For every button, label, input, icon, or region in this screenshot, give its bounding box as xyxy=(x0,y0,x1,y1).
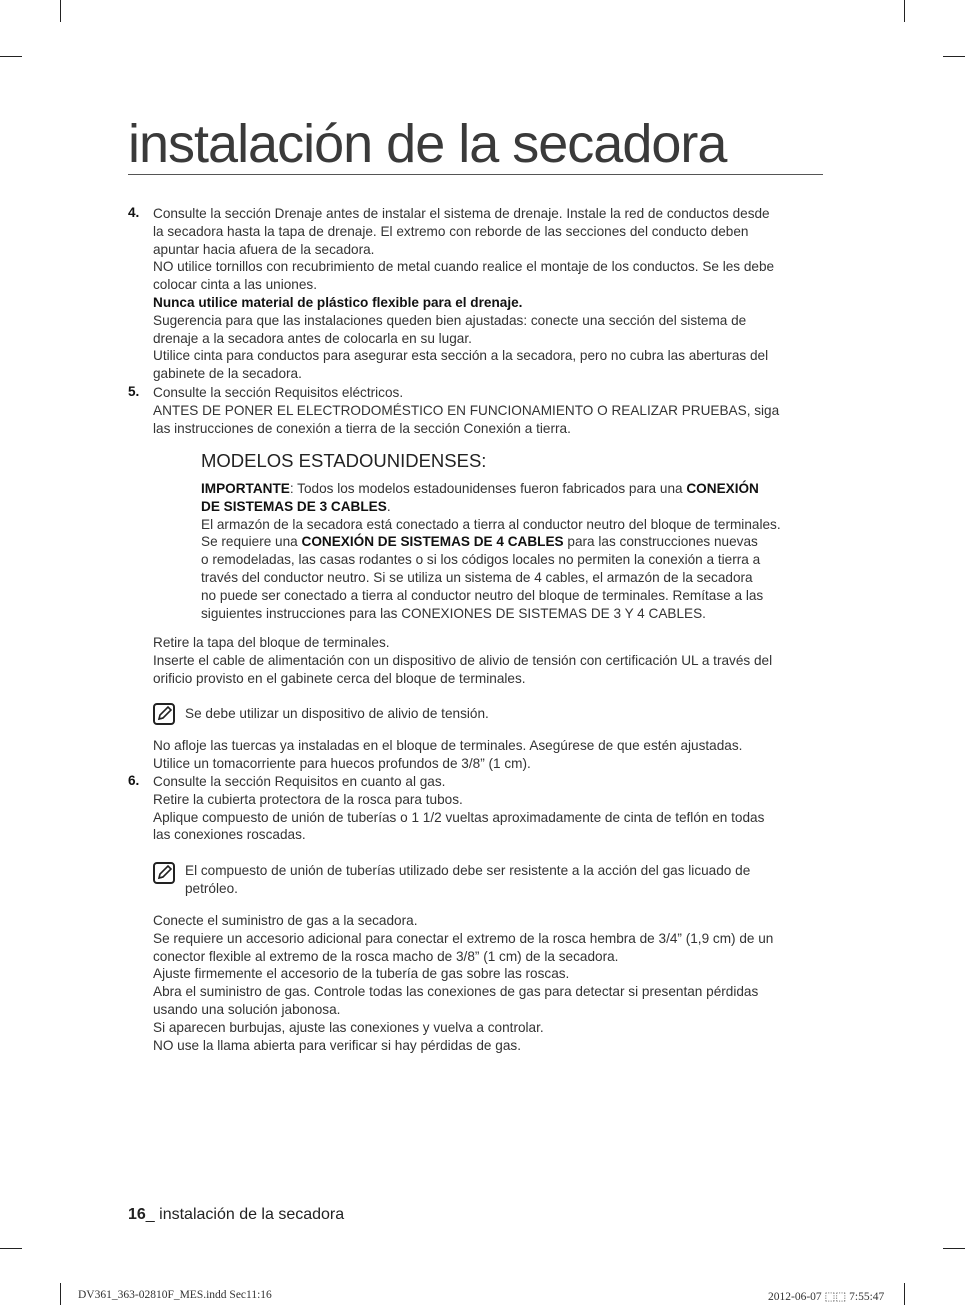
text-line: Consulte la sección Drenaje antes de instalar el sistema de drenaje. Instale la red de conductos desde xyxy=(153,206,770,221)
step4-text xyxy=(153,205,774,383)
step6-text xyxy=(153,773,764,844)
text-line: NO utilice tornillos con recubrimiento de metal cuando realice el montaje de los conductos. Se les debe xyxy=(153,259,775,275)
text-line: El armazón de la secadora está conectado a tierra al conductor neutro del bloque de terminales. xyxy=(201,516,781,532)
text-line: Consulte la sección Requisitos en cuanto al gas. xyxy=(153,774,446,789)
text-line: Inserte el cable de alimentación con un dispositivo de alivio de tensión con certificación UL a través del xyxy=(153,652,773,668)
text-line: colocar cinta a las uniones. xyxy=(153,277,317,293)
text-line: las conexiones roscadas. xyxy=(153,827,306,843)
text-line: usando una solución jabonosa. xyxy=(153,1001,341,1017)
section-heading: MODELOS ESTADOUNIDENSES: xyxy=(201,450,487,471)
text-line: Utilice cinta para conductos para asegurar esta sección a la secadora, pero no cubra las aberturas del xyxy=(153,348,769,364)
crop-mark xyxy=(60,1283,61,1305)
text-line: través del conductor neutro. Si se utiliza un sistema de 4 cables, el armazón de la secadora xyxy=(201,569,753,585)
page-title: instalación de la secadora xyxy=(128,120,823,175)
text-line: Se requiere una CONEXIÓN DE SISTEMAS DE 4 CABLES para las construcciones nuevas xyxy=(201,534,758,550)
text-line: No afloje las tuercas ya instaladas en el bloque de terminales. Asegúrese de que estén ajustadas. xyxy=(153,738,743,753)
crop-mark xyxy=(0,56,22,57)
terminal-block-text xyxy=(153,634,772,687)
crop-mark xyxy=(0,1248,22,1249)
tuercas-text xyxy=(153,737,742,773)
text-line: conector flexible al extremo de la rosca macho de 3/8” (1 cm) de la secadora. xyxy=(153,948,619,964)
step-number: 4. xyxy=(128,205,140,220)
text-line: apuntar hacia afuera de la secadora. xyxy=(153,241,375,257)
text-line: Utilice un tomacorriente para huecos profundos de 3/8” (1 cm). xyxy=(153,755,531,771)
text-line: Retire la tapa del bloque de terminales. xyxy=(153,635,390,650)
text-line: o remodeladas, las casas rodantes o si los códigos locales no permiten la conexión a tierra a xyxy=(201,552,761,568)
text-line: siguientes instrucciones para las CONEXIONES DE SISTEMAS DE 3 Y 4 CABLES. xyxy=(201,605,706,621)
note-text: Se debe utilizar un dispositivo de alivio de tensión. xyxy=(185,706,489,721)
text-line: Conecte el suministro de gas a la secadora. xyxy=(153,913,418,928)
crop-mark xyxy=(904,0,905,22)
text-line: Abra el suministro de gas. Controle todas las conexiones de gas para detectar si presentan pérdidas xyxy=(153,984,759,1000)
text-line: ANTES DE PONER EL ELECTRODOMÉSTICO EN FUNCIONAMIENTO O REALIZAR PRUEBAS, siga xyxy=(153,402,780,418)
text-line: Si aparecen burbujas, ajuste las conexiones y vuelva a controlar. xyxy=(153,1019,544,1035)
text-line: petróleo. xyxy=(185,880,238,896)
text-line: Consulte la sección Requisitos eléctricos. xyxy=(153,385,404,400)
step5-text xyxy=(153,384,779,437)
footer-section: _ instalación de la secadora xyxy=(145,1206,345,1223)
step-number: 6. xyxy=(128,773,140,788)
us-models-text xyxy=(201,480,781,622)
step-number: 5. xyxy=(128,384,140,399)
print-slug-file: DV361_363-02810F_MES.indd Sec11:16 xyxy=(78,1289,272,1301)
crop-mark xyxy=(904,1283,905,1305)
note-pencil-icon xyxy=(153,862,175,884)
text-line: drenaje a la secadora antes de colocarla en su lugar. xyxy=(153,330,472,346)
crop-mark xyxy=(943,1248,965,1249)
text-line: gabinete de la secadora. xyxy=(153,366,302,382)
text-line: orificio provisto en el gabinete cerca del bloque de terminales. xyxy=(153,670,526,686)
text-line: la secadora hasta la tapa de drenaje. El extremo con reborde de las secciones del conducto deben xyxy=(153,223,749,239)
important-line: IMPORTANTE: Todos los modelos estadounidenses fueron fabricados para una CONEXIÓN xyxy=(201,481,759,496)
warning-line: Nunca utilice material de plástico flexible para el drenaje. xyxy=(153,294,523,310)
text-line: Sugerencia para que las instalaciones queden bien ajustadas: conecte una sección del sistema de xyxy=(153,312,747,328)
page-number: 16 xyxy=(128,1206,146,1223)
text-line: Se requiere un accesorio adicional para conectar el extremo de la rosca hembra de 3/4” (1,9 cm) de un xyxy=(153,930,774,946)
text-line: NO use la llama abierta para verificar si hay pérdidas de gas. xyxy=(153,1037,521,1053)
text-line: El compuesto de unión de tuberías utilizado debe ser resistente a la acción del gas licuado de xyxy=(185,863,751,878)
text-line: Aplique compuesto de unión de tuberías o 1 1/2 vueltas aproximadamente de cinta de teflón en todas xyxy=(153,809,765,825)
note-pencil-icon xyxy=(153,703,175,725)
page-footer xyxy=(128,1206,344,1224)
crop-mark xyxy=(60,0,61,22)
text-line: las instrucciones de conexión a tierra de la sección Conexión a tierra. xyxy=(153,420,571,436)
note-text xyxy=(185,862,750,898)
text-line: Retire la cubierta protectora de la rosca para tubos. xyxy=(153,791,463,807)
crop-mark xyxy=(943,56,965,57)
print-slug-date: 2012-06-07 ⬚⬚ 7:55:47 xyxy=(768,1291,885,1303)
gas-connection-text xyxy=(153,912,773,1054)
important-line-2: DE SISTEMAS DE 3 CABLES. xyxy=(201,498,391,514)
text-line: Ajuste firmemente el accesorio de la tubería de gas sobre las roscas. xyxy=(153,966,570,982)
text-line: no puede ser conectado a tierra al conductor neutro del bloque de terminales. Remítase a las xyxy=(201,587,764,603)
